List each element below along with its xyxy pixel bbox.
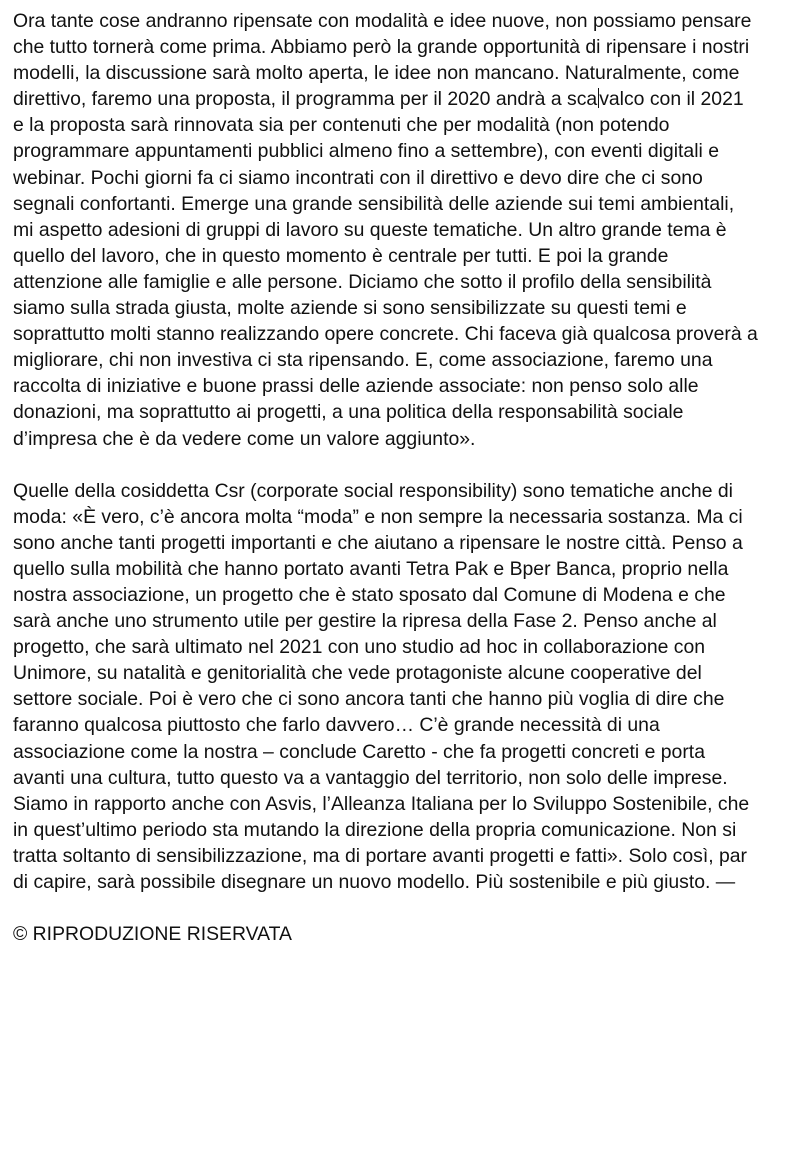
document-body (13, 8, 759, 947)
paragraph-2[interactable]: Quelle della cosiddetta Csr (corporate social responsibility) sono tematiche anche di moda: «È vero, c’è ancora molta “moda” e non sempre la necessaria sostanza. Ma ci sono anche tanti progetti importanti e che aiutano a ripensare le nostre città. Penso a quello sulla mobilità che hanno portato avanti Tetra Pak e Bper Banca, proprio nella nostra associazione, un progetto che è stato sposato dal Comune di Modena e che sarà anche uno strumento utile per gestire la ripresa della Fase 2. Penso anche al progetto, che sarà ultimato nel 2021 con uno studio ad hoc in collaborazione con Unimore, su natalità e genitorialità che vede protagoniste alcune cooperative del settore sociale. Poi è vero che ci sono ancora tanti che hanno più voglia di dire che faranno qualcosa piuttosto che farlo davvero… C’è grande necessità di una associazione come la nostra – conclude Caretto - che fa progetti concreti e porta avanti una cultura, tutto questo va a vantaggio del territorio, non solo delle imprese. Siamo in rapporto anche con Asvis, l’Alleanza Italiana per lo Sviluppo Sostenibile, che in quest’ultimo periodo sta mutando la direzione della propria comunicazione. Non si tratta soltanto di sensibilizzazione, ma di portare avanti progetti e fatti». Solo così, par di capire, sarà possibile disegnare un nuovo modello. Più sostenibile e più giusto. — (13, 479, 750, 893)
copyright-notice: © RIPRODUZIONE RISERVATA (13, 923, 292, 946)
paragraph-1-text-end: valco con il 2021 e la proposta sarà rinnovata sia per contenuti che per modalità (non potendo programmare appuntamenti pubblici almeno fino a settembre), con eventi digitali e webinar. Pochi giorni fa ci siamo incontrati con il direttivo e devo dire che ci sono segnali confortanti. Emerge una grande sensibilità delle aziende sui temi ambientali, mi aspetto adesioni di gruppi di lavoro su queste tematiche. Un altro grande tema è quello del lavoro, che in questo momento è centrale per tutti. E poi la grande attenzione alle famiglie e alle persone. Diciamo che sotto il profilo della sensibilità siamo sulla strada giusta, molte aziende si sono sensibilizzate su questi temi e soprattutto molti stanno realizzando opere concrete. Chi faceva già qualcosa proverà a migliorare, chi non investiva ci sta ripensando. E, come associazione, faremo una raccolta di iniziative e buone prassi delle aziende associate: non penso solo alle donazioni, ma soprattutto ai progetti, a una politica della responsabilità sociale d’impresa che è da vedere come un valore aggiunto». (13, 88, 758, 450)
paragraph-1-text-start: Ora tante cose andranno ripensate con modalità e idee nuove, non possiamo pensare che tutto tornerà come prima. Abbiamo però la grande opportunità di ripensare i nostri modelli, la discussione sarà molto aperta, le idee non mancano. Naturalmente, come direttivo, faremo una proposta, il programma per il 2020 andrà a sca (13, 10, 752, 111)
paragraph-1[interactable] (13, 8, 759, 452)
